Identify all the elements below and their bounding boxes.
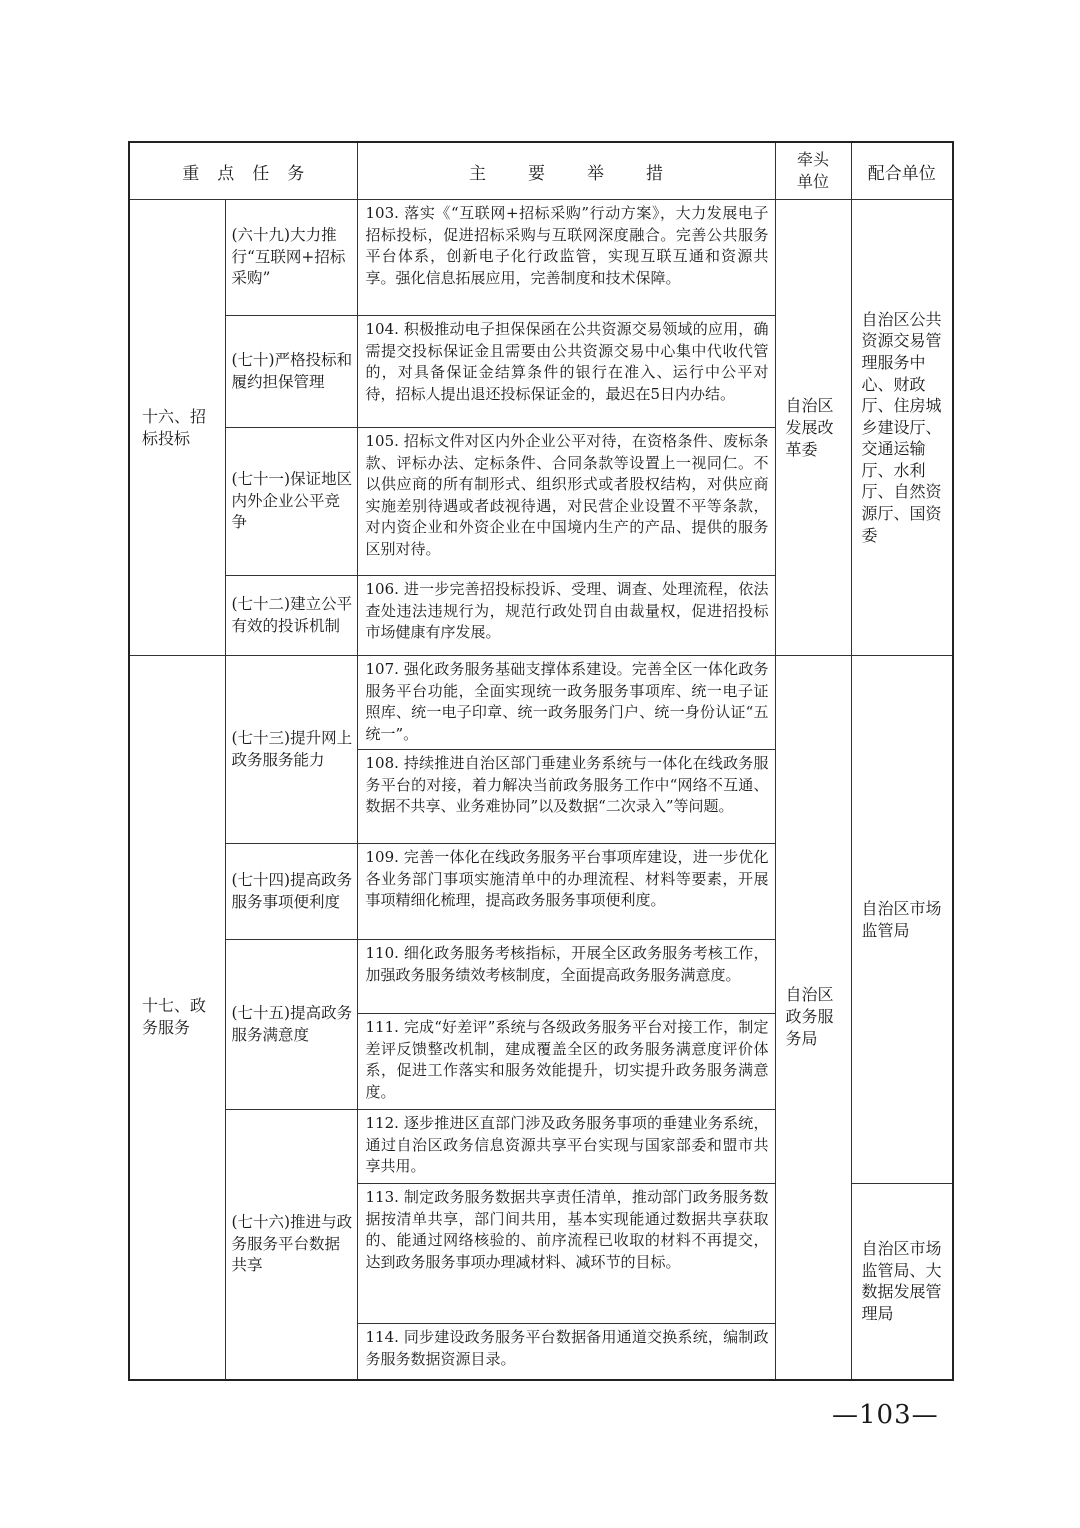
task-cell: (七十五)提高政务服务满意度	[225, 940, 357, 1110]
measure-cell: 109. 完善一体化在线政务服务平台事项库建设，进一步优化各业务部门事项实施清单中的办理流程、材料等要素，开展事项精细化梳理，提高政务服务事项便利度。	[357, 844, 775, 940]
page-number: —103—	[832, 1400, 939, 1430]
measure-cell: 107. 强化政务服务基础支撑体系建设。完善全区一体化政务服务平台功能，全面实现统一政务服务事项库、统一电子证照库、统一电子印章、统一政务服务门户、统一身份认证“五统一”。	[357, 656, 775, 750]
measure-cell: 111. 完成“好差评”系统与各级政务服务平台对接工作，制定差评反馈整改机制，建成覆盖全区的政务服务满意度评价体系，促进工作落实和服务效能提升，切实提升政务服务满意度。	[357, 1014, 775, 1110]
measure-cell: 105. 招标文件对区内外企业公平对待，在资格条件、废标条款、评标办法、定标条件、合同条款等设置上一视同仁。不以供应商的所有制形式、组织形式或者股权结构，对供应商实施差别待遇或者歧视待遇，对民营企业设置不平等条款，对内资企业和外资企业在中国境内生产的产品、提供的服务区别对待。	[357, 428, 775, 576]
table-header-row	[129, 142, 953, 200]
measure-cell: 108. 持续推进自治区部门垂建业务系统与一体化在线政务服务平台的对接，着力解决当前政务服务工作中“网络不互通、数据不共享、业务难协同”以及数据“二次录入”等问题。	[357, 750, 775, 844]
header-key-tasks: 重点任务	[129, 142, 357, 200]
task-cell: (七十六)推进与政务服务平台数据共享	[225, 1110, 357, 1380]
task-cell: (七十一)保证地区内外企业公平竞争	[225, 428, 357, 576]
task-cell: (七十三)提升网上政务服务能力	[225, 656, 357, 844]
header-lead-unit: 牵头单位	[775, 142, 851, 200]
header-main-measures: 主要举措	[357, 142, 775, 200]
measure-cell: 113. 制定政务服务数据共享责任清单，推动部门政务服务数据按清单共享，部门间共用，基本实现能通过数据共享获取的、能通过网络核验的、前序流程已收取的材料不再提交，达到政务服务事项办理减材料、减环节的目标。	[357, 1184, 775, 1324]
lead-unit-cell: 自治区发展改革委	[775, 200, 851, 656]
measure-cell: 106. 进一步完善招投标投诉、受理、调查、处理流程，依法查处违法违规行为，规范行政处罚自由裁量权，促进招投标市场健康有序发展。	[357, 576, 775, 656]
task-cell: (七十四)提高政务服务事项便利度	[225, 844, 357, 940]
measure-cell: 110. 细化政务服务考核指标，开展全区政务服务考核工作，加强政务服务绩效考核制度，全面提高政务服务满意度。	[357, 940, 775, 1014]
table-row	[129, 656, 953, 750]
header-coop-unit: 配合单位	[851, 142, 953, 200]
measure-cell: 104. 积极推动电子担保保函在公共资源交易领域的应用，确需提交投标保证金且需要由公共资源交易中心集中代收代管的，对具备保证金结算条件的银行在准入、运行中公平对待，招标人提出退还投标保证金的，最迟在5日内办结。	[357, 316, 775, 428]
task-table	[128, 141, 954, 1381]
task-cell: (六十九)大力推行“互联网+招标采购”	[225, 200, 357, 316]
area-cell: 十六、招标投标	[129, 200, 225, 656]
coop-unit-cell: 自治区公共资源交易管理服务中心、财政厅、住房城乡建设厅、交通运输厅、水利厅、自然资源厅、国资委	[851, 200, 953, 656]
lead-unit-cell: 自治区政务服务局	[775, 656, 851, 1380]
measure-cell: 114. 同步建设政务服务平台数据备用通道交换系统，编制政务服务数据资源目录。	[357, 1324, 775, 1380]
measure-cell: 112. 逐步推进区直部门涉及政务服务事项的垂建业务系统，通过自治区政务信息资源共享平台实现与国家部委和盟市共享共用。	[357, 1110, 775, 1184]
task-cell: (七十)严格投标和履约担保管理	[225, 316, 357, 428]
table-row	[129, 200, 953, 316]
coop-unit-cell: 自治区市场监管局、大数据发展管理局	[851, 1184, 953, 1380]
measure-cell: 103. 落实《“互联网+招标采购”行动方案》，大力发展电子招标投标，促进招标采购与互联网深度融合。完善公共服务平台体系，创新电子化行政监管，实现互联互通和资源共享。强化信息拓展应用，完善制度和技术保障。	[357, 200, 775, 316]
coop-unit-cell: 自治区市场监管局	[851, 656, 953, 1184]
area-cell: 十七、政务服务	[129, 656, 225, 1380]
task-cell: (七十二)建立公平有效的投诉机制	[225, 576, 357, 656]
